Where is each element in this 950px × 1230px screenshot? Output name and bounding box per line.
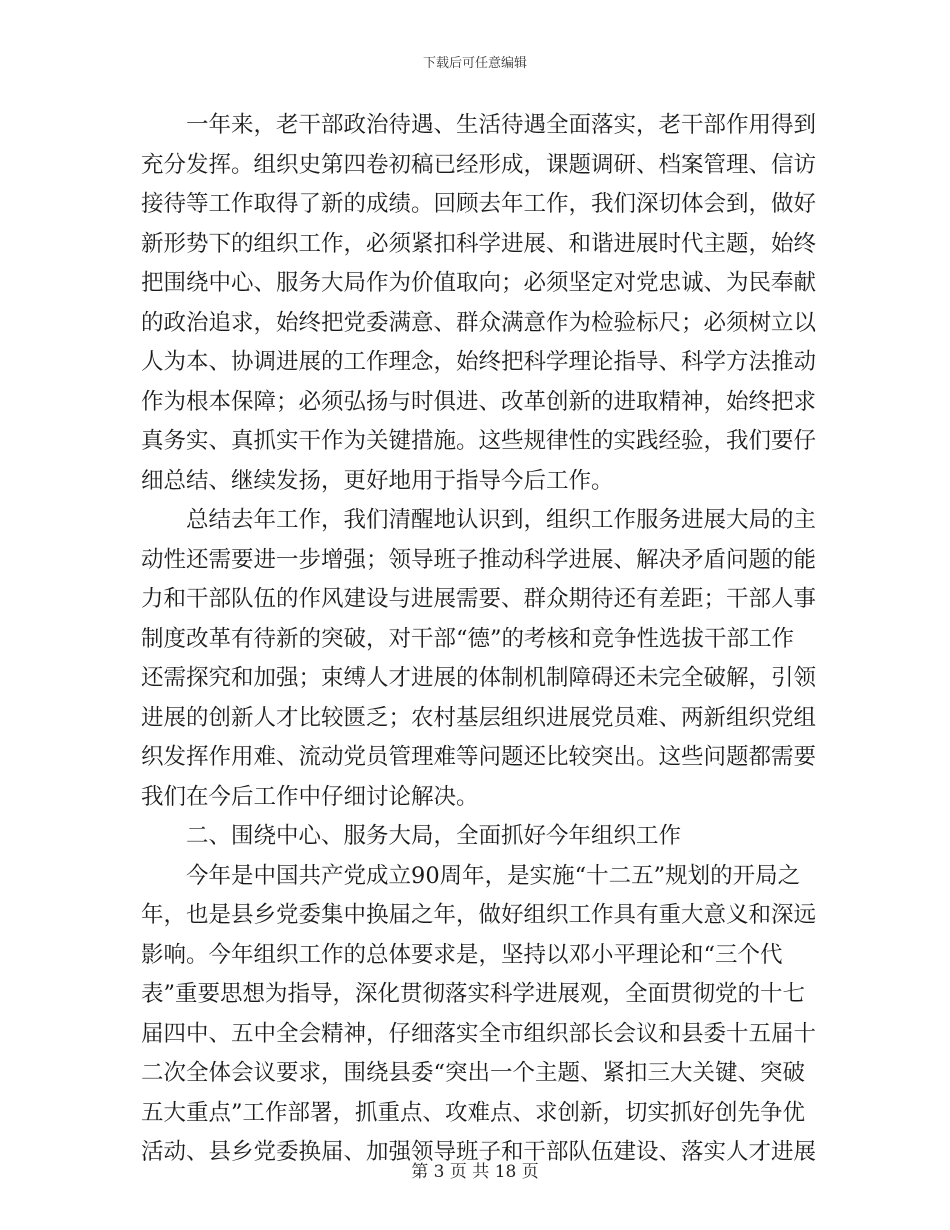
text-line: 届四中、五中全会精神，仔细落实全市组织部长会议和县委十五届十 xyxy=(141,1020,817,1047)
text-line: 表”重要思想为指导，深化贯彻落实科学进展观，全面贯彻党的十七 xyxy=(141,981,806,1007)
text-line: 的政治追求，始终把党委满意、群众满意作为检验标尺；必须树立以 xyxy=(141,309,817,336)
text-line: 我们在今后工作中仔细讨论解决。 xyxy=(141,783,479,810)
text-line: 充分发挥。组织史第四卷初稿已经形成，课题调研、档案管理、信访 xyxy=(141,151,817,178)
paragraph-3 xyxy=(141,857,817,1173)
text-line: 真务实、真抓实干作为关键措施。这些规律性的实践经验，我们要仔 xyxy=(141,428,817,454)
paragraph-2 xyxy=(141,501,817,817)
page-number-footer: 第 3 页 共 18 页 xyxy=(411,1162,539,1182)
section-heading xyxy=(141,817,805,857)
text-line: 年，也是县乡党委集中换届之年，做好组织工作具有重大意义和深远 xyxy=(141,902,817,928)
text-line: 影响。今年组织工作的总体要求是，坚持以邓小平理论和“三个代 xyxy=(141,941,783,968)
text-line: 人为本、协调进展的工作理念，始终把科学理论指导、科学方法推动 xyxy=(141,349,817,375)
text-line: 五大重点”工作部署，抓重点、攻难点、求创新，切实抓好创先争优 xyxy=(141,1099,806,1126)
page-header-note: 下载后可任意编辑 xyxy=(422,56,527,71)
text-line: 还需探究和加强；束缚人才进展的体制机制障碍还未完全破解，引领 xyxy=(141,665,817,691)
text-line: 细总结、继续发扬，更好地用于指导今后工作。 xyxy=(141,467,614,494)
text-line: 把围绕中心、服务大局作为价值取向；必须坚定对党忠诚、为民奉献 xyxy=(141,270,817,296)
document-body xyxy=(141,106,817,1173)
text-line: 制度改革有待新的突破，对干部“德”的考核和竞争性选拔干部工作 xyxy=(141,625,795,652)
text-line: 力和干部队伍的作风建设与进展需要、群众期待还有差距；干部人事 xyxy=(141,586,817,612)
text-line: 进展的创新人才比较匮乏；农村基层组织进展党员难、两新组织党组 xyxy=(141,704,817,731)
text-line: 接待等工作取得了新的成绩。回顾去年工作，我们深切体会到，做好 xyxy=(141,191,817,217)
text-line: 作为根本保障；必须弘扬与时俱进、改革创新的进取精神，始终把求 xyxy=(141,388,817,415)
text-line: 一年来，老干部政治待遇、生活待遇全面落实，老干部作用得到 xyxy=(186,112,817,138)
text-line: 今年是中国共产党成立90周年，是实施“十二五”规划的开局之 xyxy=(186,862,801,889)
text-line: 总结去年工作，我们清醒地认识到，组织工作服务进展大局的主 xyxy=(186,507,817,533)
text-line: 二次全体会议要求，围绕县委“突出一个主题、紧扣三大关键、突破 xyxy=(141,1060,806,1086)
section-heading-text: 二、围绕中心、服务大局，全面抓好今年组织工作 xyxy=(186,823,682,849)
text-line: 织发挥作用难、流动党员管理难等问题还比较突出。这些问题都需要 xyxy=(141,744,817,770)
text-line: 活动、县乡党委换届、加强领导班子和干部队伍建设、落实人才进展 xyxy=(141,1139,817,1165)
text-line: 动性还需要进一步增强；领导班子推动科学进展、解决矛盾问题的能 xyxy=(141,546,817,573)
paragraph-1 xyxy=(141,106,817,501)
text-line: 新形势下的组织工作，必须紧扣科学进展、和谐进展时代主题，始终 xyxy=(141,230,817,257)
